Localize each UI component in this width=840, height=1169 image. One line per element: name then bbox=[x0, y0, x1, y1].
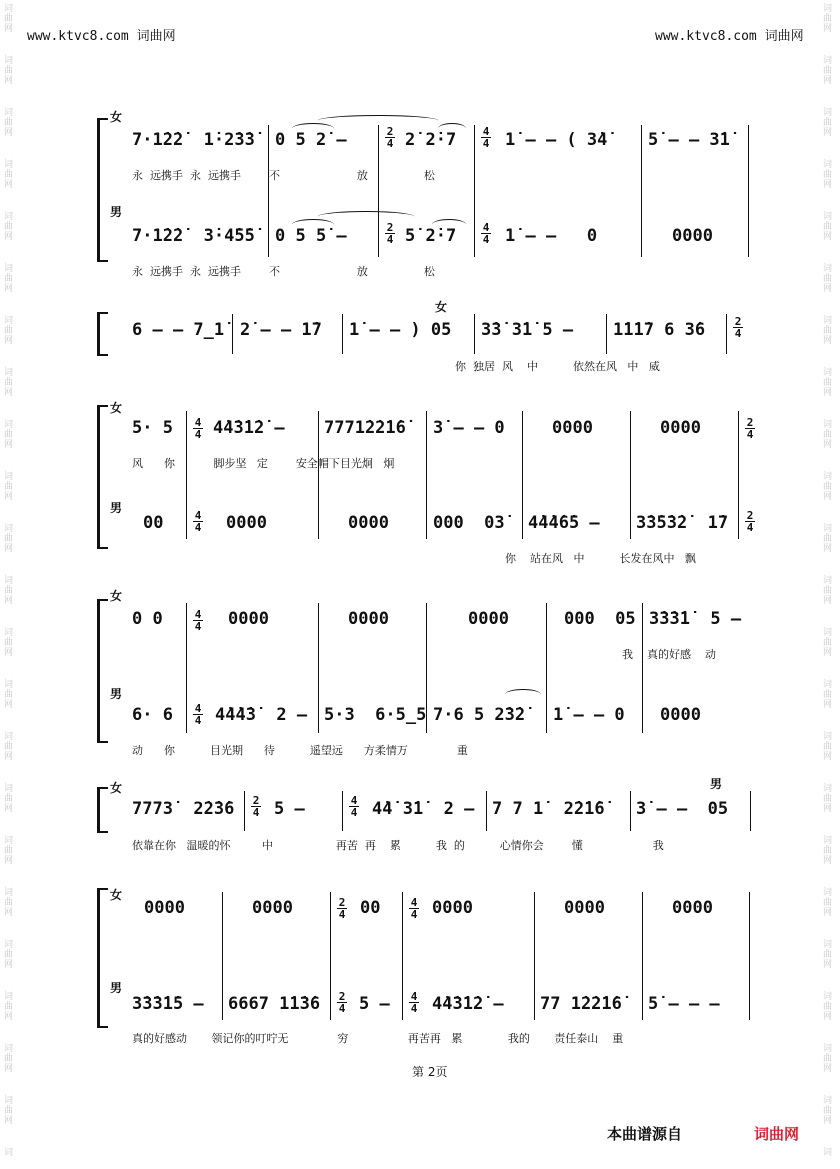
time-signature: 4 4 bbox=[482, 125, 490, 150]
watermark-char: 网 bbox=[4, 752, 14, 762]
watermark-char: 曲 bbox=[4, 742, 14, 752]
male-measure: 3̇3̇5̇3̇2̇ 1̇7 bbox=[636, 513, 729, 533]
female-lyrics: 风 你 脚步坚 定 安全帽下目光炯 炯 bbox=[132, 457, 395, 470]
watermark-char: 曲 bbox=[823, 898, 833, 908]
female-measure: 2̇ 2̇·7 bbox=[405, 130, 457, 150]
barline bbox=[630, 411, 631, 539]
male-lyrics: 真的好感动 领记你的叮咛无 穷 再苦再 累 我的 责任泰山 重 bbox=[132, 1032, 624, 1045]
watermark-char: 词 bbox=[823, 212, 833, 222]
female-measure: 4̇4̇3̇1̇2̇ – bbox=[213, 418, 285, 438]
time-signature: 2 4 bbox=[746, 416, 754, 441]
male-measure: 5·3 6·5̲5 bbox=[324, 705, 427, 725]
watermark-char: 网 bbox=[823, 908, 833, 918]
role-female-label: 女 bbox=[110, 110, 123, 124]
watermark-char: 曲 bbox=[4, 222, 14, 232]
measure: 3̇3̇ 3̇1̇ 5 – bbox=[481, 320, 574, 340]
watermark-char: 词 bbox=[823, 940, 833, 950]
watermark-char: 网 bbox=[823, 232, 833, 242]
watermark-char: 曲 bbox=[823, 846, 833, 856]
slur-mark bbox=[318, 115, 438, 126]
watermark-char: 曲 bbox=[4, 898, 14, 908]
role-female-label: 女 bbox=[110, 888, 123, 902]
watermark-char: 曲 bbox=[823, 378, 833, 388]
male-measure: 6· 6 bbox=[132, 705, 173, 725]
watermark-char: 曲 bbox=[823, 586, 833, 596]
watermark-char: 网 bbox=[4, 1012, 14, 1022]
time-signature: 2 4 bbox=[386, 221, 394, 246]
watermark-char: 网 bbox=[823, 960, 833, 970]
male-measure: 4̇4̇3̇1̇2̇ – bbox=[432, 994, 504, 1014]
barline bbox=[642, 892, 643, 1020]
measure: 2̇ – – 1̇7 bbox=[240, 320, 322, 340]
barline bbox=[486, 791, 487, 831]
watermark-char: 词 bbox=[823, 316, 833, 326]
system-brace bbox=[97, 312, 108, 356]
watermark-char: 词 bbox=[4, 264, 14, 274]
watermark-char: 词 bbox=[823, 368, 833, 378]
time-signature: 2 4 bbox=[734, 315, 742, 340]
barline bbox=[186, 603, 187, 733]
measure: 4̇4̇ 3̇1̇ 2 – bbox=[372, 799, 475, 819]
watermark-char: 网 bbox=[823, 752, 833, 762]
barline bbox=[378, 125, 379, 257]
watermark-char: 曲 bbox=[4, 638, 14, 648]
watermark-char: 网 bbox=[823, 648, 833, 658]
barline bbox=[318, 603, 319, 733]
role-female-label: 女 bbox=[435, 300, 448, 314]
barline bbox=[748, 125, 749, 257]
watermark-char: 词 bbox=[4, 524, 14, 534]
slur-mark bbox=[505, 689, 541, 700]
watermark-char: 网 bbox=[4, 128, 14, 138]
male-measure: 1̇ – – 0 bbox=[505, 226, 598, 246]
watermark-char: 网 bbox=[4, 336, 14, 346]
female-measure: 0000 bbox=[564, 898, 605, 918]
source-site-link[interactable]: 词曲网 bbox=[754, 1125, 800, 1143]
barline bbox=[750, 791, 751, 831]
watermark-char: 网 bbox=[823, 596, 833, 606]
watermark-char: 词 bbox=[823, 160, 833, 170]
barline bbox=[474, 314, 475, 354]
watermark-char: 曲 bbox=[823, 222, 833, 232]
watermark-char: 曲 bbox=[4, 534, 14, 544]
watermark-char: 词 bbox=[823, 472, 833, 482]
watermark-char: 网 bbox=[823, 128, 833, 138]
lyrics: 你 独居 风 中 依然在风 中 威 bbox=[455, 360, 660, 373]
watermark-char: 曲 bbox=[823, 118, 833, 128]
male-measure: 5̇ – – – bbox=[648, 994, 720, 1014]
female-measure: 0 0 bbox=[132, 609, 163, 629]
watermark-char: 网 bbox=[823, 1116, 833, 1126]
female-measure: 0000 bbox=[672, 898, 713, 918]
role-male-label: 男 bbox=[110, 687, 123, 701]
watermark-char: 网 bbox=[4, 596, 14, 606]
male-measure: 0000 bbox=[660, 705, 701, 725]
watermark-char: 曲 bbox=[4, 1002, 14, 1012]
header-url-right: www.ktvc8.com 词曲网 bbox=[655, 29, 804, 44]
barline bbox=[426, 411, 427, 539]
watermark-char: 曲 bbox=[4, 846, 14, 856]
watermark-char: 网 bbox=[823, 544, 833, 554]
watermark-char: 曲 bbox=[4, 430, 14, 440]
watermark-char: 网 bbox=[823, 336, 833, 346]
barline bbox=[186, 411, 187, 539]
watermark-char: 词 bbox=[4, 108, 14, 118]
male-measure: 7·1̇2̇2̇ 3̇·4̇5̇5̇ bbox=[132, 226, 255, 246]
watermark-char: 词 bbox=[823, 1044, 833, 1054]
male-measure: 5 – bbox=[359, 994, 390, 1014]
barline bbox=[474, 125, 475, 257]
barline bbox=[222, 892, 223, 1020]
barline bbox=[268, 125, 269, 257]
watermark-char: 网 bbox=[4, 492, 14, 502]
watermark-char: 词 bbox=[823, 992, 833, 1002]
watermark-char: 词 bbox=[4, 1148, 14, 1158]
watermark-char: 网 bbox=[4, 284, 14, 294]
time-signature: 2 4 bbox=[338, 896, 346, 921]
watermark-char: 词 bbox=[4, 680, 14, 690]
female-measure: 00 bbox=[360, 898, 381, 918]
barline bbox=[738, 411, 739, 539]
watermark-char: 词 bbox=[823, 56, 833, 66]
watermark-char: 词 bbox=[823, 576, 833, 586]
barline bbox=[342, 314, 343, 354]
watermark-char: 曲 bbox=[4, 66, 14, 76]
watermark-char: 网 bbox=[4, 804, 14, 814]
watermark-char: 曲 bbox=[4, 170, 14, 180]
watermark-char: 词 bbox=[4, 940, 14, 950]
watermark-char: 词 bbox=[4, 732, 14, 742]
measure: 5 – bbox=[274, 799, 305, 819]
female-measure: 0000 bbox=[228, 609, 269, 629]
watermark-char: 网 bbox=[823, 1064, 833, 1074]
female-measure: 5̇ – – 3̇1̇ bbox=[648, 130, 730, 150]
time-signature: 4 4 bbox=[410, 896, 418, 921]
male-lyrics: 永 远携手 永 远携手 不 放 松 bbox=[132, 265, 435, 278]
watermark-char: 网 bbox=[4, 232, 14, 242]
watermark-char: 曲 bbox=[823, 1002, 833, 1012]
watermark-left-strip bbox=[4, 4, 18, 1158]
time-signature: 2 4 bbox=[746, 509, 754, 534]
watermark-char: 曲 bbox=[823, 274, 833, 284]
watermark-char: 词 bbox=[4, 368, 14, 378]
male-lyrics: 动 你 目光期 待 遥望远 方柔情万 重 bbox=[132, 744, 468, 757]
female-measure: 0000 bbox=[552, 418, 593, 438]
male-measure: 6667 1̇1̇3̇6 bbox=[228, 994, 321, 1014]
watermark-char: 词 bbox=[823, 836, 833, 846]
watermark-char: 词 bbox=[4, 212, 14, 222]
barline bbox=[630, 791, 631, 831]
watermark-char: 词 bbox=[823, 888, 833, 898]
barline bbox=[749, 892, 750, 1020]
watermark-char: 曲 bbox=[823, 690, 833, 700]
male-measure: 0000 bbox=[348, 513, 389, 533]
role-female-label: 女 bbox=[110, 401, 123, 415]
watermark-char: 网 bbox=[823, 856, 833, 866]
measure: 7773̇ 2̇2̇3̇6 bbox=[132, 799, 235, 819]
watermark-char: 词 bbox=[823, 1096, 833, 1106]
watermark-char: 曲 bbox=[4, 794, 14, 804]
watermark-char: 曲 bbox=[4, 14, 14, 24]
measure: 3̇ – – 05 bbox=[636, 799, 729, 819]
barline bbox=[232, 314, 233, 354]
barline bbox=[534, 892, 535, 1020]
time-signature: 4 4 bbox=[194, 509, 202, 534]
time-signature: 4 4 bbox=[482, 221, 490, 246]
watermark-char: 曲 bbox=[4, 118, 14, 128]
watermark-char: 词 bbox=[823, 524, 833, 534]
watermark-char: 曲 bbox=[4, 1106, 14, 1116]
female-measure: 0000 bbox=[348, 609, 389, 629]
watermark-char: 曲 bbox=[4, 1054, 14, 1064]
watermark-char: 曲 bbox=[823, 1106, 833, 1116]
watermark-char: 词 bbox=[4, 4, 14, 14]
barline bbox=[522, 411, 523, 539]
barline bbox=[642, 603, 643, 733]
watermark-char: 曲 bbox=[4, 378, 14, 388]
watermark-char: 词 bbox=[823, 420, 833, 430]
watermark-char: 词 bbox=[823, 628, 833, 638]
time-signature: 4 4 bbox=[194, 702, 202, 727]
system-brace bbox=[97, 888, 108, 1028]
female-measure: 7771̇2̇2̇1̇6̇ bbox=[324, 418, 406, 438]
watermark-char: 曲 bbox=[823, 170, 833, 180]
barline bbox=[641, 125, 642, 257]
watermark-char: 词 bbox=[4, 784, 14, 794]
female-lyrics: 永 远携手 永 远携手 不 放 松 bbox=[132, 169, 435, 182]
watermark-char: 曲 bbox=[4, 482, 14, 492]
watermark-char: 网 bbox=[4, 1116, 14, 1126]
barline bbox=[244, 791, 245, 831]
watermark-char: 曲 bbox=[823, 1054, 833, 1064]
time-signature: 4 4 bbox=[350, 794, 358, 819]
watermark-char: 网 bbox=[4, 856, 14, 866]
header-url-left: www.ktvc8.com 词曲网 bbox=[27, 29, 176, 44]
role-male-label: 男 bbox=[110, 501, 123, 515]
watermark-char: 曲 bbox=[4, 690, 14, 700]
male-measure: 3̇3̇3̇1̇5 – bbox=[132, 994, 204, 1014]
watermark-char: 网 bbox=[823, 1012, 833, 1022]
measure: 1̇ – – ) 05 bbox=[349, 320, 452, 340]
female-measure: 3̇ – – 0 bbox=[433, 418, 505, 438]
watermark-char: 词 bbox=[4, 992, 14, 1002]
watermark-right-strip bbox=[823, 4, 837, 1158]
time-signature: 2 4 bbox=[252, 794, 260, 819]
time-signature: 4 4 bbox=[194, 416, 202, 441]
watermark-char: 网 bbox=[4, 544, 14, 554]
role-female-label: 女 bbox=[110, 781, 123, 795]
female-measure: 5· 5 bbox=[132, 418, 173, 438]
system-brace bbox=[97, 405, 108, 549]
barline bbox=[318, 411, 319, 539]
watermark-char: 曲 bbox=[823, 66, 833, 76]
page-number: 第 2页 bbox=[412, 1065, 448, 1079]
watermark-char: 词 bbox=[4, 1096, 14, 1106]
female-measure: 0000 bbox=[432, 898, 473, 918]
watermark-char: 网 bbox=[4, 76, 14, 86]
barline bbox=[546, 603, 547, 733]
watermark-char: 词 bbox=[4, 472, 14, 482]
time-signature: 2 4 bbox=[386, 125, 394, 150]
watermark-char: 曲 bbox=[4, 950, 14, 960]
watermark-char: 曲 bbox=[823, 638, 833, 648]
watermark-char: 词 bbox=[823, 4, 833, 14]
watermark-char: 网 bbox=[823, 492, 833, 502]
male-measure: 000 03̇ bbox=[433, 513, 505, 533]
watermark-char: 网 bbox=[4, 960, 14, 970]
watermark-char: 网 bbox=[823, 180, 833, 190]
watermark-char: 曲 bbox=[4, 326, 14, 336]
female-measure: 0000 bbox=[660, 418, 701, 438]
watermark-char: 网 bbox=[823, 700, 833, 710]
barline bbox=[726, 314, 727, 354]
male-measure: 0000 bbox=[226, 513, 267, 533]
system-brace bbox=[97, 787, 108, 833]
watermark-char: 网 bbox=[4, 440, 14, 450]
female-measure: 1̇ – – ( 3̇4̇ bbox=[505, 130, 608, 150]
watermark-char: 词 bbox=[4, 576, 14, 586]
female-measure: 000 05 bbox=[564, 609, 636, 629]
watermark-char: 词 bbox=[4, 888, 14, 898]
source-label: 本曲谱源自 bbox=[607, 1125, 683, 1143]
watermark-char: 词 bbox=[4, 628, 14, 638]
female-measure: 7·1̇2̇2̇ 1̇·2̇3̇3̇ bbox=[132, 130, 255, 150]
role-male-label: 男 bbox=[110, 205, 123, 219]
watermark-char: 曲 bbox=[823, 482, 833, 492]
male-measure: 4̇4̇4̇6̇5 – bbox=[528, 513, 600, 533]
female-measure: 0000 bbox=[252, 898, 293, 918]
watermark-char: 网 bbox=[823, 76, 833, 86]
male-measure: 5̇ 2̇·7 bbox=[405, 226, 457, 246]
watermark-char: 网 bbox=[4, 700, 14, 710]
male-lyrics: 你 站在风 中 长发在风中 飘 bbox=[505, 552, 696, 565]
watermark-char: 曲 bbox=[823, 326, 833, 336]
watermark-char: 曲 bbox=[823, 950, 833, 960]
male-measure: 1̇ – – 0 bbox=[553, 705, 625, 725]
male-measure: 0000 bbox=[672, 226, 713, 246]
female-measure: 3̇3̇3̇1̇ 5 – bbox=[649, 609, 742, 629]
watermark-char: 网 bbox=[823, 440, 833, 450]
time-signature: 4 4 bbox=[410, 990, 418, 1015]
watermark-char: 词 bbox=[4, 316, 14, 326]
watermark-char: 词 bbox=[823, 1148, 833, 1158]
watermark-char: 网 bbox=[4, 648, 14, 658]
measure: 1̇1̇1̇7 6 3̇6 bbox=[613, 320, 706, 340]
time-signature: 2 4 bbox=[338, 990, 346, 1015]
watermark-char: 曲 bbox=[4, 274, 14, 284]
female-measure: 0000 bbox=[468, 609, 509, 629]
watermark-char: 网 bbox=[823, 388, 833, 398]
male-measure: 77 1̇2̇2̇1̇6̇ bbox=[540, 994, 622, 1014]
female-measure: 0 5 2̇ – bbox=[275, 130, 347, 150]
watermark-char: 词 bbox=[4, 1044, 14, 1054]
watermark-char: 词 bbox=[823, 680, 833, 690]
watermark-char: 网 bbox=[823, 24, 833, 34]
watermark-char: 网 bbox=[4, 388, 14, 398]
barline bbox=[402, 892, 403, 1020]
measure: 6 – – 7̲1̇ bbox=[132, 320, 225, 340]
watermark-char: 曲 bbox=[823, 534, 833, 544]
watermark-char: 曲 bbox=[823, 14, 833, 24]
watermark-char: 词 bbox=[4, 836, 14, 846]
lyrics: 依靠在你 温暖的怀 中 再苦 再 累 我 的 心情你会 懂 我 bbox=[132, 839, 664, 852]
watermark-char: 词 bbox=[823, 264, 833, 274]
role-male-label: 男 bbox=[710, 777, 723, 791]
watermark-char: 网 bbox=[823, 284, 833, 294]
barline bbox=[606, 314, 607, 354]
watermark-char: 词 bbox=[823, 108, 833, 118]
time-signature: 4 4 bbox=[194, 608, 202, 633]
watermark-char: 曲 bbox=[4, 586, 14, 596]
role-male-label: 男 bbox=[110, 981, 123, 995]
watermark-char: 词 bbox=[823, 732, 833, 742]
watermark-char: 词 bbox=[823, 784, 833, 794]
system-brace bbox=[97, 118, 108, 262]
barline bbox=[342, 791, 343, 831]
watermark-char: 词 bbox=[4, 420, 14, 430]
male-measure: 7·6 5 2̇3̇2̇ bbox=[433, 705, 526, 725]
watermark-char: 曲 bbox=[823, 742, 833, 752]
watermark-char: 曲 bbox=[823, 430, 833, 440]
female-measure: 0000 bbox=[144, 898, 185, 918]
watermark-char: 网 bbox=[4, 908, 14, 918]
watermark-char: 网 bbox=[4, 180, 14, 190]
female-lyrics: 我 真的好感 动 bbox=[622, 648, 716, 661]
system-brace bbox=[97, 599, 108, 743]
slur-mark bbox=[318, 211, 414, 222]
watermark-char: 词 bbox=[4, 56, 14, 66]
role-female-label: 女 bbox=[110, 589, 123, 603]
male-measure: 00 bbox=[143, 513, 164, 533]
watermark-char: 网 bbox=[823, 804, 833, 814]
measure: 7 7 1̇ 2̇2̇1̇6̇ bbox=[492, 799, 605, 819]
watermark-char: 曲 bbox=[823, 794, 833, 804]
watermark-char: 网 bbox=[4, 24, 14, 34]
barline bbox=[330, 892, 331, 1020]
male-measure: 0 5 5̇ – bbox=[275, 226, 347, 246]
watermark-char: 网 bbox=[4, 1064, 14, 1074]
male-measure: 4̇4̇4̇3̇ 2 – bbox=[215, 705, 308, 725]
watermark-char: 词 bbox=[4, 160, 14, 170]
